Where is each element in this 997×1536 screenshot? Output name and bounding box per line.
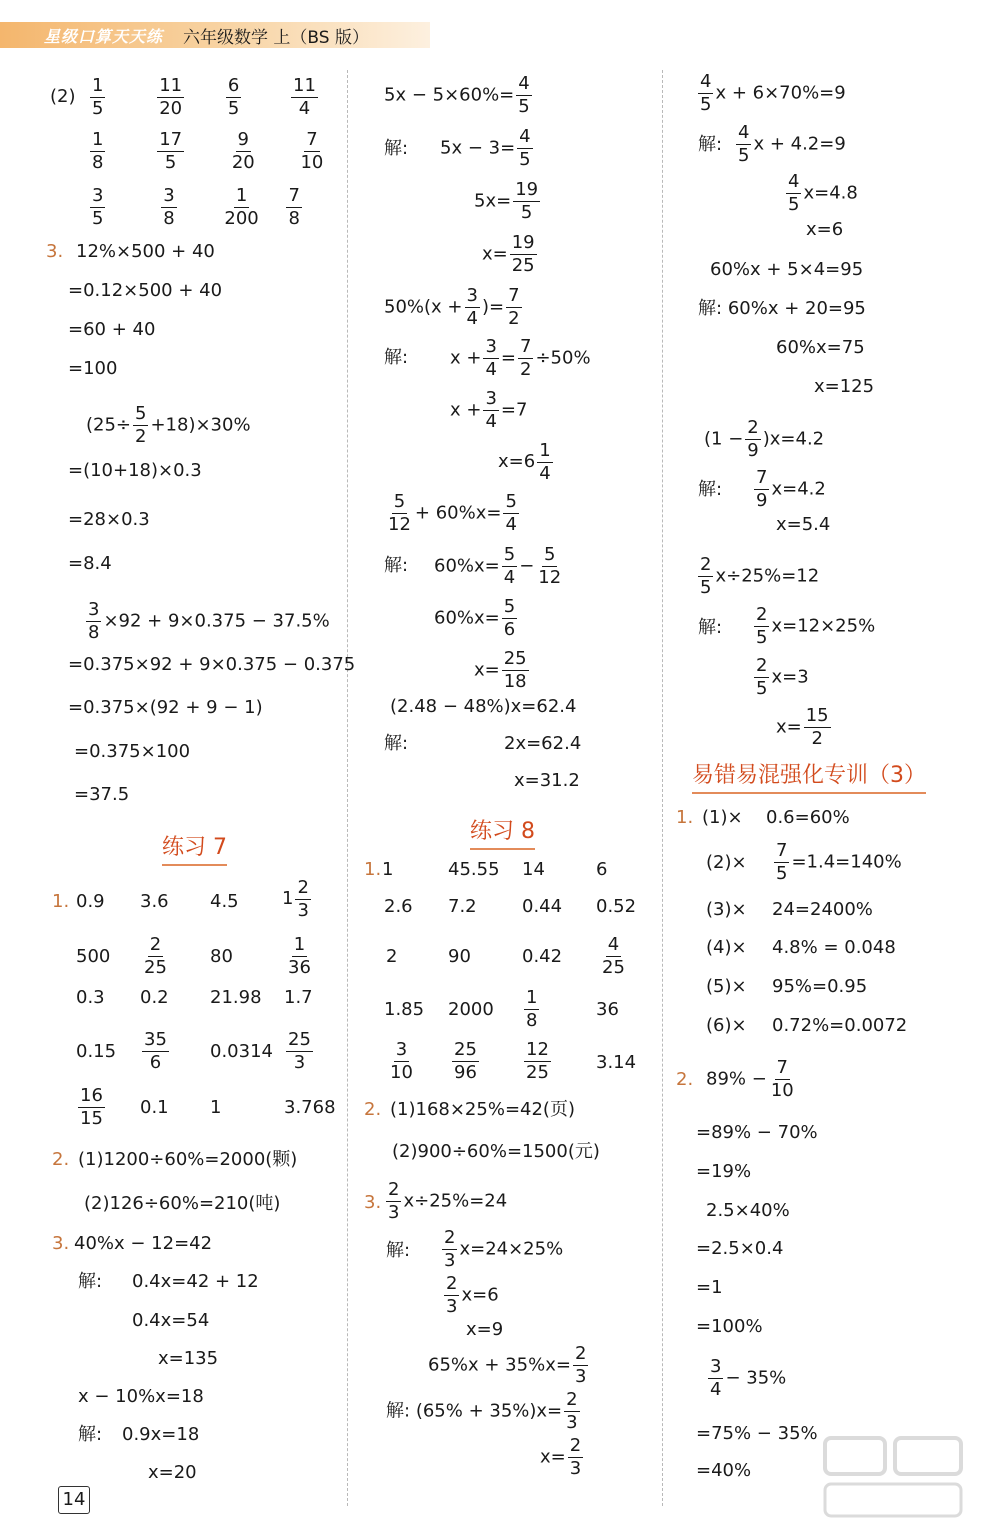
answer-value: 1: [382, 859, 394, 880]
solution-label: 解:: [698, 134, 723, 155]
answer-value: 80: [210, 946, 233, 967]
answer-line: $\frac{2}{3}$ x=6: [446, 1273, 499, 1317]
answer-line: =28×0.3: [68, 509, 150, 530]
fraction-row: [88, 186, 304, 229]
answer-line: =0.375×100: [74, 741, 191, 762]
answer-line: 89% − $\frac{7}{10}$: [706, 1057, 794, 1101]
fraction: $\frac{1}{5}$: [92, 75, 104, 119]
answer-line: (4)×: [706, 937, 747, 958]
solution-label: 解:: [698, 617, 723, 638]
answer-value: 21.98: [210, 987, 262, 1008]
answer-line: x=31.2: [514, 770, 580, 791]
answer-line: 60%x= $\frac{5}{6}$: [434, 596, 516, 640]
answer-value: 4.5: [210, 891, 239, 912]
answer-line: (1)168×25%=42(页): [390, 1099, 575, 1120]
fraction: $\frac{7}{8}$: [288, 185, 300, 229]
answer-value: 7.2: [448, 896, 477, 917]
answer-line: 60%x=75: [776, 337, 865, 358]
answer-line: (2)126÷60%=210(吨): [84, 1193, 281, 1214]
answer-line: 5x − 5×60%= $\frac{4}{5}$: [384, 73, 530, 117]
fraction: $\frac{1}{200}$: [224, 185, 259, 229]
answer-line: 60%x= $\frac{5}{4}$ − $\frac{5}{12}$: [434, 544, 562, 588]
answer-line: x= $\frac{2}{3}$: [540, 1435, 582, 1479]
answer-line: $\frac{7}{5}$ =1.4=140%: [776, 840, 902, 884]
solution-label: 解:: [384, 138, 409, 159]
answer-line: (2.48 − 48%)x=62.4: [390, 696, 577, 717]
answer-line: 4.8% = 0.048: [772, 937, 896, 958]
section-title: 易错易混强化专训（3）: [692, 758, 926, 794]
answer-line: =8.4: [68, 553, 112, 574]
answer-line: (3)×: [706, 899, 747, 920]
answer-line: (2): [50, 86, 76, 107]
fraction: $\frac{12}{25}$: [526, 1039, 549, 1083]
section-title: 练习 7: [162, 830, 227, 866]
answer-line: $\frac{2}{3}$ x=24×25%: [444, 1227, 564, 1271]
answer-value: 0.9: [76, 891, 105, 912]
section-title: 练习 8: [470, 814, 535, 850]
answer-line: 0.4x=54: [132, 1310, 210, 1331]
answer-line: =(10+18)×0.3: [68, 460, 202, 481]
answer-line: 24=2400%: [772, 899, 873, 920]
answer-value: 0.52: [596, 896, 637, 917]
answer-value: 90: [448, 946, 471, 967]
answer-line: 12%×500 + 40: [76, 241, 215, 262]
answer-line: =0.375×92 + 9×0.375 − 0.375: [68, 654, 356, 675]
answer-line: (6)×: [706, 1015, 747, 1036]
answer-line: x + $\frac{3}{4}$ =7: [450, 388, 528, 432]
answer-line: $\frac{4}{5}$ x=4.8: [788, 171, 858, 215]
fraction: $\frac{2}{25}$: [144, 934, 167, 978]
solution-label: 解:: [384, 347, 409, 368]
answer-value: 500: [76, 946, 111, 967]
answer-line: x=9: [466, 1319, 504, 1340]
answer-line: $\frac{7}{9}$ x=4.2: [756, 467, 826, 511]
solution-label: 解:: [384, 733, 409, 754]
answer-line: =19%: [696, 1161, 752, 1182]
fraction: $\frac{3}{5}$: [92, 185, 104, 229]
answer-line: =0.375×(92 + 9 − 1): [68, 697, 263, 718]
fraction: $\frac{3}{10}$: [390, 1039, 413, 1083]
answer-value: 45.55: [448, 859, 500, 880]
column-divider: [662, 70, 663, 1506]
answer-value: 3.14: [596, 1052, 637, 1073]
answer-line: $\frac{2}{3}$ x÷25%=24: [388, 1179, 508, 1223]
fraction: $\frac{25}{96}$: [454, 1039, 477, 1083]
answer-value: 6: [596, 859, 608, 880]
answer-line: x − 10%x=18: [78, 1386, 204, 1407]
answer-line: 5x= $\frac{19}{5}$: [474, 179, 539, 223]
fraction: $\frac{1}{36}$: [288, 934, 311, 978]
question-number: 2.: [676, 1069, 694, 1090]
answer-line: =2.5×0.4: [696, 1238, 784, 1259]
answer-line: 0.6=60%: [766, 807, 850, 828]
fraction: $\frac{4}{25}$: [602, 934, 625, 978]
question-number: 2.: [364, 1099, 382, 1120]
answer-line: (2)×: [706, 852, 747, 873]
fraction: $\frac{3}{8}$: [163, 185, 175, 229]
answer-line: (1)1200÷60%=2000(颗): [78, 1149, 298, 1170]
column-divider: [347, 70, 348, 1506]
fraction-row: [88, 130, 327, 173]
question-number: 1.: [676, 807, 694, 828]
answer-line: 95%=0.95: [772, 976, 868, 997]
answer-line: $\frac{5}{12}$ + 60%x= $\frac{5}{4}$: [388, 491, 517, 535]
answer-line: x + $\frac{3}{4}$ = $\frac{7}{2}$ ÷50%: [450, 336, 591, 380]
answer-line: x=20: [148, 1462, 197, 1483]
answer-value: 14: [522, 859, 545, 880]
fraction: $\frac{25}{3}$: [288, 1029, 311, 1073]
answer-line: $\frac{3}{4}$ − 35%: [710, 1356, 787, 1400]
answer-line: =75% − 35%: [696, 1423, 818, 1444]
answer-value: 2000: [448, 999, 494, 1020]
answer-line: 解: (65% + 35%)x= $\frac{2}{3}$: [386, 1389, 578, 1433]
answer-line: =0.12×500 + 40: [68, 280, 223, 301]
answer-line: 50%(x + $\frac{3}{4}$ )= $\frac{7}{2}$: [384, 285, 520, 329]
answer-line: x=5.4: [776, 514, 831, 535]
answer-value: 0.3: [76, 987, 105, 1008]
solution-label: 解:: [78, 1271, 103, 1292]
fraction: $\frac{6}{5}$: [227, 75, 240, 119]
fraction-row: [88, 76, 320, 119]
answer-line: x= $\frac{25}{18}$: [474, 648, 527, 692]
fraction: $\frac{17}{5}$: [159, 129, 183, 173]
question-number: 1.: [364, 859, 382, 880]
answer-value: 0.44: [522, 896, 563, 917]
answer-line: =40%: [696, 1460, 752, 1481]
answer-line: =60 + 40: [68, 319, 156, 340]
answer-line: x= $\frac{15}{2}$: [776, 705, 829, 749]
answer-value: 0.42: [522, 946, 563, 967]
mixed-number: 1 $\frac{2}{3}$: [282, 877, 309, 921]
book-title: 六年级数学 上（BS 版）: [183, 28, 369, 48]
answer-value: 2: [386, 946, 398, 967]
fraction: $\frac{11}{20}$: [159, 75, 183, 119]
answer-line: (25÷ $\frac{5}{2}$ +18)×30%: [86, 403, 251, 447]
answer-line: x= $\frac{19}{25}$: [482, 232, 535, 276]
question-number: 3.: [364, 1192, 382, 1213]
answer-line: x=6 $\frac{1}{4}$: [498, 440, 551, 484]
answer-line: $\frac{4}{5}$ x + 4.2=9: [738, 122, 846, 166]
answer-line: =1: [696, 1277, 723, 1298]
answer-line: =100: [68, 358, 118, 379]
answer-line: 0.9x=18: [122, 1424, 200, 1445]
answer-value: 1: [210, 1097, 222, 1118]
fraction: $\frac{1}{8}$: [92, 129, 104, 173]
answer-value: 36: [596, 999, 619, 1020]
solution-label: 解:: [386, 1240, 411, 1261]
answer-line: 60%x + 5×4=95: [710, 259, 864, 280]
answer-line: (1 − $\frac{2}{9}$ )x=4.2: [704, 417, 825, 461]
fraction: $\frac{7}{10}$: [300, 129, 324, 173]
answer-value: 0.1: [140, 1097, 169, 1118]
answer-line: 0.72%=0.0072: [772, 1015, 908, 1036]
answer-line: $\frac{3}{8}$ ×92 + 9×0.375 − 37.5%: [88, 599, 330, 643]
answer-line: =37.5: [74, 784, 130, 805]
question-number: 3.: [52, 1233, 70, 1254]
answer-line: =89% − 70%: [696, 1122, 818, 1143]
answer-value: 3.768: [284, 1097, 336, 1118]
answer-line: 2x=62.4: [504, 733, 582, 754]
answer-line: $\frac{2}{5}$ x=12×25%: [756, 604, 876, 648]
question-number: 1.: [52, 891, 70, 912]
watermark-logo: [819, 1432, 969, 1522]
answer-value: 0.0314: [210, 1041, 273, 1062]
solution-label: 解:: [78, 1424, 103, 1445]
answer-line: 2.5×40%: [706, 1200, 790, 1221]
answer-line: 65%x + 35%x= $\frac{2}{3}$: [428, 1343, 587, 1387]
solution-label: 解:: [698, 479, 723, 500]
answer-value: 2.6: [384, 896, 413, 917]
answer-line: (2)900÷60%=1500(元): [392, 1141, 600, 1162]
answer-line: 5x − 3= $\frac{4}{5}$: [440, 126, 531, 170]
answer-value: 3.6: [140, 891, 169, 912]
answer-line: 40%x − 12=42: [74, 1233, 213, 1254]
answer-line: x=135: [158, 1348, 219, 1369]
fraction: $\frac{35}{6}$: [144, 1029, 167, 1073]
answer-line: $\frac{2}{5}$ x=3: [756, 655, 809, 699]
answer-line: x=6: [806, 219, 844, 240]
answer-line: =100%: [696, 1316, 763, 1337]
fraction: $\frac{11}{4}$: [293, 75, 316, 119]
answer-line: $\frac{4}{5}$ x + 6×70%=9: [700, 71, 846, 115]
solution-label: 解:: [384, 555, 409, 576]
fraction: $\frac{9}{20}$: [231, 129, 255, 173]
fraction: $\frac{1}{8}$: [526, 987, 538, 1031]
answer-line: (5)×: [706, 976, 747, 997]
page-number: 14: [58, 1486, 90, 1514]
answer-line: 0.4x=42 + 12: [132, 1271, 259, 1292]
answer-value: 1.7: [284, 987, 313, 1008]
answer-value: 0.15: [76, 1041, 117, 1062]
answer-value: 0.2: [140, 987, 169, 1008]
answer-line: $\frac{2}{5}$ x÷25%=12: [700, 554, 820, 598]
question-number: 3.: [46, 241, 64, 262]
answer-value: 1.85: [384, 999, 425, 1020]
fraction: $\frac{16}{15}$: [80, 1085, 103, 1129]
answer-line: x=125: [814, 376, 875, 397]
brand-title: 星级口算天天练: [44, 27, 164, 46]
answer-line: 解: 60%x + 20=95: [698, 298, 866, 319]
answer-line: (1)×: [702, 807, 743, 828]
question-number: 2.: [52, 1149, 70, 1170]
